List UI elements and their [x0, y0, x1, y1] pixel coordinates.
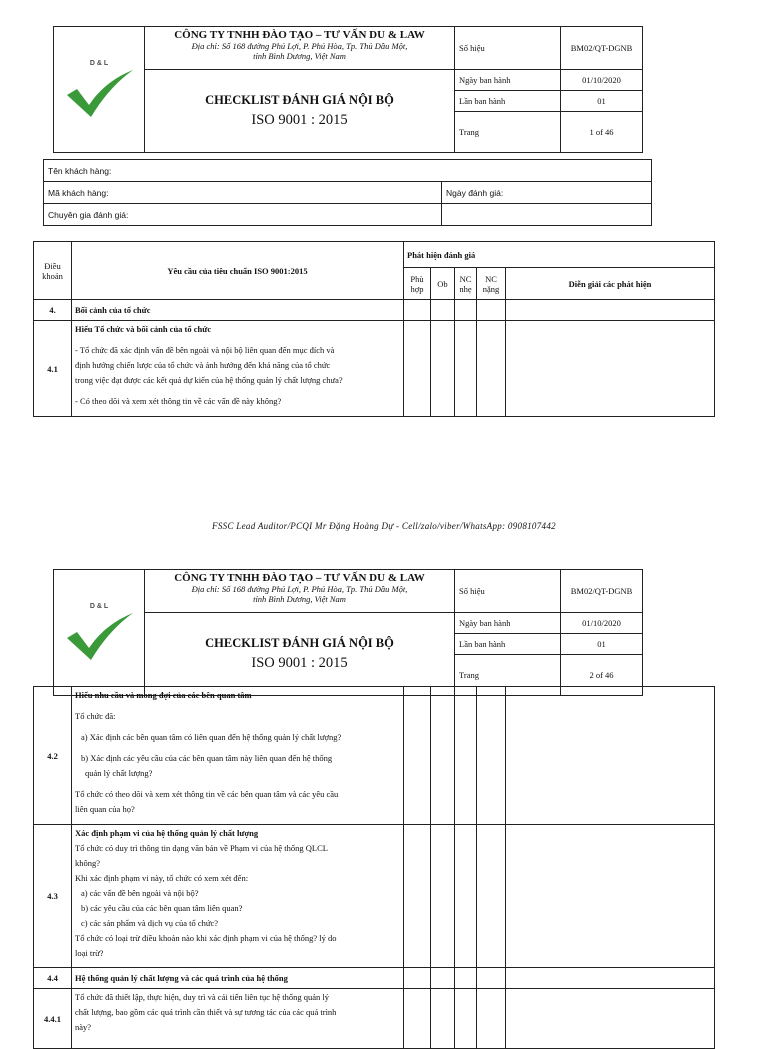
ob-cell[interactable] [431, 968, 455, 989]
checklist-title: CHECKLIST ĐÁNH GIÁ NỘI BỘ [205, 93, 394, 107]
requirement-line: - Tổ chức đã xác định vấn đề bên ngoài và nội bộ liên quan đến mục đích và [75, 345, 335, 355]
customer-code-label: Mã khách hàng: [48, 187, 109, 198]
clause-number: 4.4.1 [34, 989, 72, 1049]
explanation-cell[interactable] [506, 300, 715, 321]
explanation-cell[interactable] [506, 687, 715, 825]
customer-code-field[interactable] [44, 182, 442, 204]
logo [54, 27, 145, 153]
revision-label: Lần ban hành [455, 634, 561, 655]
requirement-line: c) các sản phẩm và dịch vụ của tổ chức? [81, 918, 219, 928]
nc-major-cell[interactable] [477, 968, 506, 989]
conform-header: Phù hợp [404, 268, 431, 300]
ob-header: Ob [431, 268, 455, 300]
checklist-table-page-1 [33, 241, 715, 417]
page-label: Trang [455, 655, 561, 696]
requirement-text [72, 825, 404, 968]
requirement-line: Tổ chức đã thiết lập, thực hiện, duy trì và cải tiến liên tục hệ thống quản lý [75, 992, 329, 1002]
table-row [34, 968, 715, 989]
nc-major-cell[interactable] [477, 989, 506, 1049]
table-row [34, 989, 715, 1049]
table-row [34, 300, 715, 321]
requirement-line: b) Xác định các yêu cầu của các bên quan tâm này liên quan đến hệ thống [81, 753, 333, 763]
doc-no-label: Số hiệu [455, 570, 561, 613]
clause-header: Điều khoản [34, 242, 72, 300]
logo [54, 570, 145, 696]
company-block [145, 27, 455, 70]
logo-text: D & L [89, 60, 109, 67]
page-label: Trang [455, 112, 561, 153]
explanation-cell[interactable] [506, 968, 715, 989]
nc-major-cell[interactable] [477, 300, 506, 321]
auditor-extra-field[interactable] [442, 204, 652, 226]
document-header-page-2 [53, 569, 643, 696]
nc-minor-cell[interactable] [455, 968, 477, 989]
ob-cell[interactable] [431, 989, 455, 1049]
issue-date-label: Ngày ban hành [455, 613, 561, 634]
page-number: 2 of 46 [561, 655, 643, 696]
nc-minor-header: NC nhẹ [455, 268, 477, 300]
conform-cell[interactable] [404, 687, 431, 825]
requirement-line: b) các yêu cầu của các bên quan tâm liên quan? [81, 903, 243, 913]
requirement-line: Tổ chức có duy trì thông tin dạng văn bản về Phạm vi của hệ thống QLCL [75, 843, 328, 853]
revision-label: Lần ban hành [455, 91, 561, 112]
explanation-cell[interactable] [506, 989, 715, 1049]
nc-major-header: NC nặng [477, 268, 506, 300]
audit-date-field[interactable] [442, 182, 652, 204]
conform-cell[interactable] [404, 825, 431, 968]
nc-major-cell[interactable] [477, 825, 506, 968]
table-row [34, 825, 715, 968]
document-header-page-1 [53, 26, 643, 153]
company-name: CÔNG TY TNHH ĐÀO TẠO – TƯ VẤN DU & LAW [174, 29, 425, 41]
conform-cell[interactable] [404, 968, 431, 989]
auditor-label: Chuyên gia đánh giá: [48, 209, 129, 220]
requirement-title: Bối cảnh của tổ chức [72, 300, 404, 321]
clause-number: 4.2 [34, 687, 72, 825]
table-row [34, 321, 715, 417]
requirement-text [72, 321, 404, 417]
revision-value: 01 [561, 91, 643, 112]
company-address-2: tỉnh Bình Dương, Việt Nam [253, 51, 346, 61]
conform-cell[interactable] [404, 321, 431, 417]
checkmark-icon [63, 610, 135, 662]
clause-number: 4. [34, 300, 72, 321]
table-row [34, 687, 715, 825]
requirement-line: Khi xác định phạm vi này, tổ chức có xem xét đến: [75, 873, 249, 883]
explanation-cell[interactable] [506, 321, 715, 417]
company-address-2: tỉnh Bình Dương, Việt Nam [253, 594, 346, 604]
checkmark-icon [63, 67, 135, 119]
ob-cell[interactable] [431, 687, 455, 825]
requirement-line: định hướng chiến lược của tổ chức và ảnh hưởng đến khả năng của tổ chức [75, 360, 331, 370]
explanation-cell[interactable] [506, 825, 715, 968]
doc-no-value: BM02/QT-DGNB [561, 570, 643, 613]
requirement-line: quản lý chất lượng? [85, 768, 153, 778]
page-number: 1 of 46 [561, 112, 643, 153]
standard-title: ISO 9001 : 2015 [251, 655, 348, 671]
clause-number: 4.1 [34, 321, 72, 417]
nc-minor-cell[interactable] [455, 687, 477, 825]
logo-text: D & L [89, 603, 109, 610]
checklist-table-page-2 [33, 686, 715, 1049]
checklist-title-block [145, 613, 455, 696]
standard-title: ISO 9001 : 2015 [251, 112, 348, 128]
nc-major-cell[interactable] [477, 687, 506, 825]
company-address-1: Địa chỉ: Số 168 đường Phú Lợi, P. Phú Hòa, Tp. Thủ Dầu Một, [191, 41, 408, 51]
requirement-line: a) các vấn đề bên ngoài và nội bộ? [81, 888, 199, 898]
requirement-line: a) Xác định các bên quan tâm có liên quan đến hệ thống quản lý chất lượng? [81, 732, 342, 742]
requirement-line: này? [75, 1022, 92, 1032]
revision-value: 01 [561, 634, 643, 655]
doc-no-value: BM02/QT-DGNB [561, 27, 643, 70]
nc-major-cell[interactable] [477, 321, 506, 417]
conform-cell[interactable] [404, 300, 431, 321]
requirement-line: - Có theo dõi và xem xét thông tin về các vấn đề này không? [75, 396, 282, 406]
requirement-line: trong việc đạt được các kết quả dự kiến của hệ thống quản lý chất lượng chưa? [75, 375, 343, 385]
page-footer: FSSC Lead Auditor/PCQI Mr Đặng Hoàng Dự - Cell/zalo/viber/WhatsApp: 0908107442 [212, 521, 556, 531]
requirement-line: loại trừ? [75, 948, 104, 958]
requirement-text [72, 687, 404, 825]
ob-cell[interactable] [431, 825, 455, 968]
nc-minor-cell[interactable] [455, 321, 477, 417]
requirement-line: Tổ chức có theo dõi và xem xét thông tin về các bên quan tâm và các yêu cầu [75, 789, 339, 799]
requirement-line: Tổ chức có loại trừ điều khoản nào khi xác định phạm vi của hệ thống? lý do [75, 933, 337, 943]
checklist-title: CHECKLIST ĐÁNH GIÁ NỘI BỘ [205, 636, 394, 650]
company-name: CÔNG TY TNHH ĐÀO TẠO – TƯ VẤN DU & LAW [174, 572, 425, 584]
nc-minor-cell[interactable] [455, 825, 477, 968]
company-block [145, 570, 455, 613]
nc-minor-cell[interactable] [455, 300, 477, 321]
customer-name-label: Tên khách hàng: [48, 165, 112, 176]
ob-cell[interactable] [431, 300, 455, 321]
doc-no-label: Số hiệu [455, 27, 561, 70]
requirement-line: chất lượng, bao gồm các quá trình cần thiết và sự tương tác của các quá trình [75, 1007, 337, 1017]
explanation-header: Diễn giải các phát hiện [506, 268, 715, 300]
requirement-line: liên quan của họ? [75, 804, 135, 814]
company-address-1: Địa chỉ: Số 168 đường Phú Lợi, P. Phú Hòa, Tp. Thủ Dầu Một, [191, 584, 408, 594]
requirement-line: không? [75, 858, 101, 868]
clause-number: 4.4 [34, 968, 72, 989]
audit-date-label: Ngày đánh giá: [446, 187, 504, 198]
issue-date-value: 01/10/2020 [561, 613, 643, 634]
findings-header: Phát hiện đánh giá [404, 242, 715, 268]
checklist-title-block [145, 70, 455, 153]
requirement-title: Hiểu nhu cầu và mong đợi của các bên quan tâm [75, 690, 252, 700]
requirement-text [72, 989, 404, 1049]
requirement-line: Tổ chức đã: [75, 711, 116, 721]
nc-minor-cell[interactable] [455, 989, 477, 1049]
clause-number: 4.3 [34, 825, 72, 968]
customer-info-table [43, 159, 652, 226]
auditor-field[interactable] [44, 204, 442, 226]
customer-name-field[interactable] [44, 160, 652, 182]
requirement-title: Xác định phạm vi của hệ thống quản lý chất lượng [75, 828, 259, 838]
requirement-header: Yêu cầu của tiêu chuẩn ISO 9001:2015 [72, 242, 404, 300]
issue-date-label: Ngày ban hành [455, 70, 561, 91]
ob-cell[interactable] [431, 321, 455, 417]
issue-date-value: 01/10/2020 [561, 70, 643, 91]
requirement-title: Hệ thống quản lý chất lượng và các quá trình của hệ thống [72, 968, 404, 989]
conform-cell[interactable] [404, 989, 431, 1049]
requirement-title: Hiểu Tổ chức và bối cảnh của tổ chức [75, 324, 212, 334]
